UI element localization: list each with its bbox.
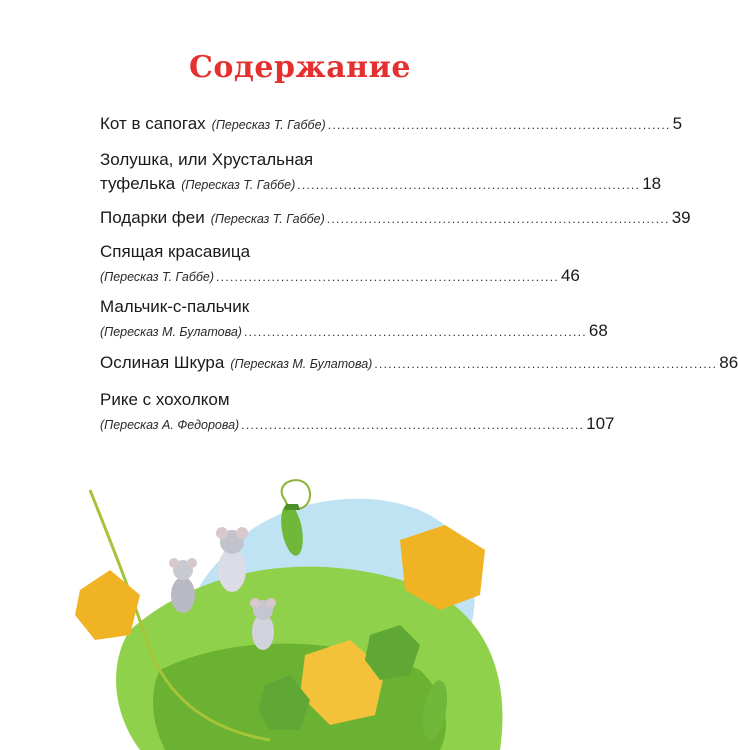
toc-entry-5[interactable] xyxy=(100,295,608,344)
mouse-center xyxy=(216,527,248,592)
dot-leader: .......................................................................... xyxy=(216,270,559,284)
entry-title: Рике с хохолком xyxy=(100,390,230,409)
toc-entry-7[interactable] xyxy=(100,388,615,437)
entry-title: Кот в сапогах xyxy=(100,114,206,133)
entry-page-number: 107 xyxy=(586,414,615,433)
entry-title-continued: туфелька xyxy=(100,174,176,193)
entry-title: Подарки феи xyxy=(100,208,205,227)
dot-leader: .......................................................................... xyxy=(326,212,670,226)
entry-title: Мальчик-с-пальчик xyxy=(100,297,250,316)
dot-leader: .......................................................................... xyxy=(297,178,641,192)
entry-page-number: 46 xyxy=(560,266,580,285)
dot-leader: .......................................................................... xyxy=(327,118,671,132)
toc-entry-3[interactable] xyxy=(100,206,691,231)
entry-page-number: 86 xyxy=(719,353,738,372)
toc-entry-4[interactable] xyxy=(100,240,580,289)
entry-credit: (Пересказ Т. Габбе) xyxy=(181,178,296,192)
entry-title: Ослиная Шкура xyxy=(100,353,225,372)
toc-entry-1[interactable] xyxy=(100,112,683,137)
dot-leader: .......................................................................... xyxy=(243,325,587,339)
fairy-tale-illustration xyxy=(70,470,600,750)
entry-page-number: 5 xyxy=(672,114,683,133)
yellow-leaf-left xyxy=(75,570,140,640)
toc-entry-2[interactable] xyxy=(100,148,662,197)
entry-credit: (Пересказ М. Булатова) xyxy=(230,357,373,371)
dot-leader: .......................................................................... xyxy=(241,418,585,432)
entry-credit: (Пересказ Т. Габбе) xyxy=(210,212,325,226)
dot-leader: .......................................................................... xyxy=(374,357,718,371)
entry-page-number: 39 xyxy=(671,208,691,227)
entry-credit: (Пересказ Т. Габбе) xyxy=(211,118,326,132)
entry-page-number: 18 xyxy=(642,174,662,193)
mouse-left xyxy=(169,558,197,613)
entry-credit: (Пересказ А. Федорова) xyxy=(100,418,240,432)
entry-page-number: 68 xyxy=(588,321,608,340)
entry-credit: (Пересказ М. Булатова) xyxy=(100,325,242,339)
toc-entry-6[interactable] xyxy=(100,351,738,376)
entry-title: Золушка, или Хрустальная xyxy=(100,150,314,169)
page-title: Содержание xyxy=(189,50,411,85)
entry-title: Спящая красавица xyxy=(100,242,251,261)
entry-credit: (Пересказ Т. Габбе) xyxy=(100,270,215,284)
